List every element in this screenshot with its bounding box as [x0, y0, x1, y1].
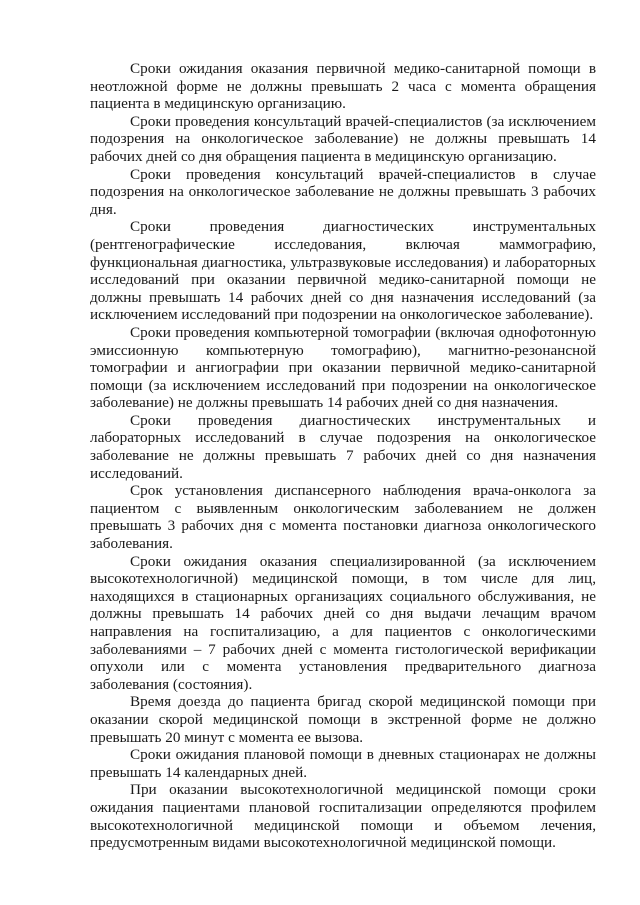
paragraph-oncology-consultation-wait: Сроки проведения консультаций врачей-специалистов в случае подозрения на онкологическое заболевание не должны превышать 3 рабочих дня. — [90, 165, 596, 218]
paragraph-specialized-care-wait: Сроки ожидания оказания специализированной (за исключением высокотехнологичной) медицинской помощи, в том числе для лиц, находящихся в стационарных организациях социального обслуживания, не должны превышать 14 рабочих дней со дня выдачи лечащим врачом направления на госпитализацию, а для пациентов с онкологическими заболеваниями – 7 рабочих дней с момента гистологической верификации опухоли или с момента установления предварительного диагноза заболевания (состояния). — [90, 552, 596, 693]
paragraph-emergency-care-wait: Сроки ожидания оказания первичной медико-санитарной помощи в неотложной форме не должны превышать 2 часа с момента обращения пациента в медицинскую организацию. — [90, 60, 596, 113]
paragraph-specialist-consultation-wait: Сроки проведения консультаций врачей-специалистов (за исключением подозрения на онкологическое заболевание) не должны превышать 14 рабочих дней со дня обращения пациента в медицинскую организацию. — [90, 112, 596, 165]
paragraph-day-hospital-wait: Сроки ожидания плановой помощи в дневных стационарах не должны превышать 14 календарных дней. — [90, 746, 596, 781]
paragraph-high-tech-care: При оказании высокотехнологичной медицинской помощи сроки ожидания пациентами плановой госпитализации определяются профилем высокотехнологичной медицинской помощи и объемом лечения, предусмотренным видами высокотехнологичной медицинской помощи. — [90, 781, 596, 852]
paragraph-oncology-tests-wait: Сроки проведения диагностических инструментальных и лабораторных исследований в случае подозрения на онкологическое заболевание не должны превышать 7 рабочих дней со дня назначения исследований. — [90, 411, 596, 482]
paragraph-tomography-wait: Сроки проведения компьютерной томографии (включая однофотонную эмиссионную компьютерную томографию), магнитно-резонансной томографии и ангиографии при оказании первичной медико-санитарной помощи (за исключением исследований при подозрении на онкологическое заболевание) не должны превышать 14 рабочих дней со дня назначения. — [90, 323, 596, 412]
paragraph-diagnostic-tests-wait: Сроки проведения диагностических инструментальных (рентгенографические исследования, включая маммографию, функциональная диагностика, ультразвуковые исследования) и лабораторных исследований при оказании первичной медико-санитарной помощи не должны превышать 14 рабочих дней со дня назначения исследований (за исключением исследований при подозрении на онкологическое заболевание). — [90, 218, 596, 324]
paragraph-dispensary-observation: Срок установления диспансерного наблюдения врача-онколога за пациентом с выявленным онкологическим заболеванием не должен превышать 3 рабочих дня с момента постановки диагноза онкологического заболевания. — [90, 482, 596, 553]
paragraph-ambulance-arrival: Время доезда до пациента бригад скорой медицинской помощи при оказании скорой медицинской помощи в экстренной форме не должно превышать 20 минут с момента ее вызова. — [90, 693, 596, 746]
document-page — [90, 60, 596, 852]
